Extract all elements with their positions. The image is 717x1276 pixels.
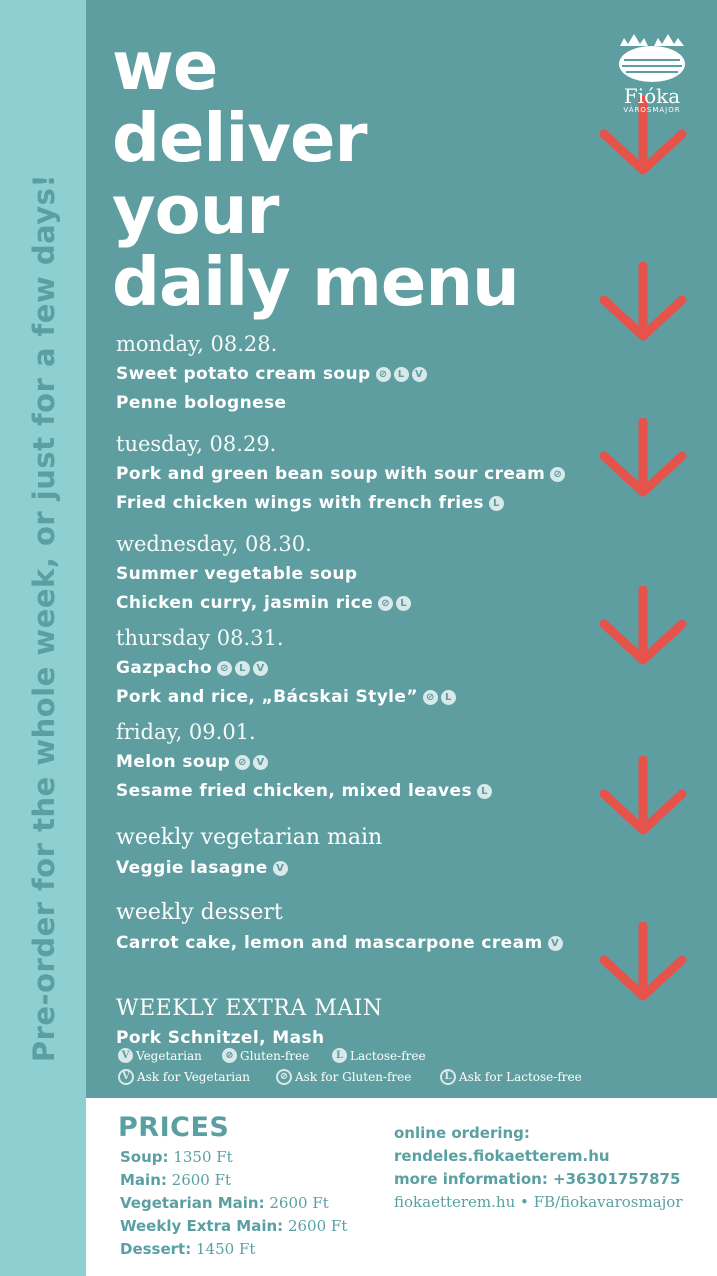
vegetarian-icon: V — [412, 367, 427, 382]
price-label: Main: — [120, 1171, 167, 1189]
dish-name: Melon soup — [116, 752, 231, 772]
lactose-free-icon: L — [441, 690, 456, 705]
gluten-free-icon: ⊘ — [222, 1048, 237, 1063]
lactose-free-icon: L — [477, 784, 492, 799]
diet-badges — [376, 367, 427, 382]
lactose-free-icon: L — [396, 596, 411, 611]
lactose-free-icon: L — [332, 1048, 347, 1063]
diet-badges — [477, 784, 492, 799]
dish — [116, 854, 656, 883]
online-ordering-link[interactable]: rendeles.fiokaetterem.hu — [394, 1147, 610, 1165]
fioka-logo-icon — [616, 28, 688, 84]
legend-label: Lactose-free — [350, 1048, 426, 1063]
price-label: Weekly Extra Main: — [120, 1217, 284, 1235]
dish — [116, 360, 656, 389]
legend-item — [118, 1048, 202, 1063]
diet-badges — [489, 496, 504, 511]
price-row — [120, 1169, 347, 1192]
dish-name: Summer vegetable soup — [116, 564, 358, 584]
vegetarian-icon: V — [548, 936, 563, 951]
legend-item — [440, 1069, 582, 1085]
logo — [614, 28, 690, 115]
diet-badges — [550, 467, 565, 482]
day-block — [116, 622, 656, 712]
menu-panel — [86, 0, 717, 1098]
legend-label: Ask for Lactose-free — [459, 1070, 582, 1084]
price-value: 1350 Ft — [173, 1148, 233, 1166]
dish — [116, 389, 656, 418]
price-value: 2600 Ft — [269, 1194, 329, 1212]
vegetarian-icon: V — [273, 861, 288, 876]
price-label: Vegetarian Main: — [120, 1194, 265, 1212]
price-label: Soup: — [120, 1148, 169, 1166]
headline-line: your — [112, 171, 279, 249]
day-date: friday, 09.01. — [116, 720, 256, 744]
weekly-vegetarian-block — [116, 822, 656, 883]
vegetarian-icon: V — [253, 755, 268, 770]
dish — [116, 929, 656, 958]
dish-name: Veggie lasagne — [116, 858, 268, 878]
dish-name: Sweet potato cream soup — [116, 364, 371, 384]
dish-name: Pork and rice, „Bácskai Style” — [116, 687, 418, 707]
headline-line: daily menu — [112, 243, 519, 321]
day-block — [116, 716, 656, 806]
price-list — [120, 1146, 347, 1261]
diet-badges — [548, 936, 563, 951]
day-block — [116, 528, 656, 618]
headline — [112, 27, 519, 321]
dish — [116, 460, 656, 489]
logo-subtitle: VÁROSMAJOR — [623, 106, 681, 114]
legend-item — [222, 1048, 309, 1063]
dish — [116, 683, 656, 712]
dish — [116, 589, 656, 618]
day-date: tuesday, 08.29. — [116, 432, 277, 456]
day-date: thursday 08.31. — [116, 626, 284, 650]
lactose-free-icon: L — [394, 367, 409, 382]
footer — [86, 1098, 717, 1276]
diet-badges — [378, 596, 411, 611]
price-row — [120, 1146, 347, 1169]
gluten-free-icon: ⊘ — [217, 661, 232, 676]
gluten-free-icon: ⊘ — [378, 596, 393, 611]
gluten-free-icon: ⊘ — [235, 755, 250, 770]
contact-info — [394, 1122, 683, 1214]
gluten-free-icon: ⊘ — [376, 367, 391, 382]
day-block — [116, 428, 656, 518]
weekly-dessert-block — [116, 897, 656, 958]
day-block — [116, 328, 656, 418]
dish — [116, 777, 656, 806]
weekly-extra-title: WEEKLY EXTRA MAIN — [116, 996, 383, 1021]
price-row — [120, 1192, 347, 1215]
web-and-facebook[interactable]: fiokaetterem.hu • FB/fiokavarosmajor — [394, 1193, 683, 1211]
lactose-free-icon: L — [235, 661, 250, 676]
prices-title: PRICES — [118, 1112, 230, 1143]
diet-badges — [423, 690, 456, 705]
legend-label: Vegetarian — [136, 1048, 202, 1063]
price-value: 1450 Ft — [196, 1240, 256, 1258]
price-value: 2600 Ft — [171, 1171, 232, 1189]
ask-vegetarian-icon: V — [118, 1069, 134, 1085]
dish-name: Pork and green bean soup with sour cream — [116, 464, 546, 484]
legend-label: Ask for Vegetarian — [137, 1070, 251, 1084]
more-info-phone[interactable]: more information: +36301757875 — [394, 1170, 681, 1188]
weekly-menu — [116, 328, 656, 1053]
price-value: 2600 Ft — [287, 1217, 348, 1235]
vegetarian-icon: V — [253, 661, 268, 676]
price-label: Dessert: — [120, 1240, 192, 1258]
dish — [116, 748, 656, 777]
weekly-vegetarian-title: weekly vegetarian main — [116, 825, 383, 850]
ask-gluten-free-icon: ⊘ — [276, 1069, 292, 1085]
headline-line: we — [112, 27, 218, 105]
dish — [116, 560, 656, 589]
day-date: wednesday, 08.30. — [116, 532, 312, 556]
dish-name: Pork Schnitzel, Mash — [116, 1028, 325, 1048]
dish-name: Fried chicken wings with french fries — [116, 493, 484, 513]
legend-label: Gluten-free — [240, 1048, 310, 1063]
legend-item — [118, 1069, 250, 1085]
lactose-free-icon: L — [489, 496, 504, 511]
diet-badges — [273, 861, 288, 876]
sidebar — [0, 0, 86, 1276]
dish — [116, 489, 656, 518]
weekly-dessert-title: weekly dessert — [116, 900, 283, 925]
dish-name: Gazpacho — [116, 658, 213, 678]
weekly-extra-block — [116, 994, 656, 1053]
logo-name: Fióka — [623, 84, 681, 108]
dish-name: Carrot cake, lemon and mascarpone cream — [116, 933, 543, 953]
legend-item — [332, 1048, 426, 1063]
gluten-free-icon: ⊘ — [550, 467, 565, 482]
vegetarian-icon: V — [118, 1048, 133, 1063]
sidebar-slogan: Pre-order for the whole week, or just for a few days! — [27, 173, 61, 1063]
price-row — [120, 1238, 347, 1261]
dish-name: Chicken curry, jasmin rice — [116, 593, 374, 613]
day-date: monday, 08.28. — [116, 332, 278, 356]
dish — [116, 654, 656, 683]
dish-name: Sesame fried chicken, mixed leaves — [116, 781, 472, 801]
legend-item — [276, 1069, 411, 1085]
dish-name: Penne bolognese — [116, 393, 287, 413]
online-ordering-label: online ordering: — [394, 1124, 530, 1142]
diet-badges — [217, 661, 268, 676]
headline-line: deliver — [112, 99, 367, 177]
diet-badges — [235, 755, 268, 770]
price-row — [120, 1215, 347, 1238]
ask-lactose-free-icon: L — [440, 1069, 456, 1085]
gluten-free-icon: ⊘ — [423, 690, 438, 705]
legend-label: Ask for Gluten-free — [295, 1070, 412, 1084]
